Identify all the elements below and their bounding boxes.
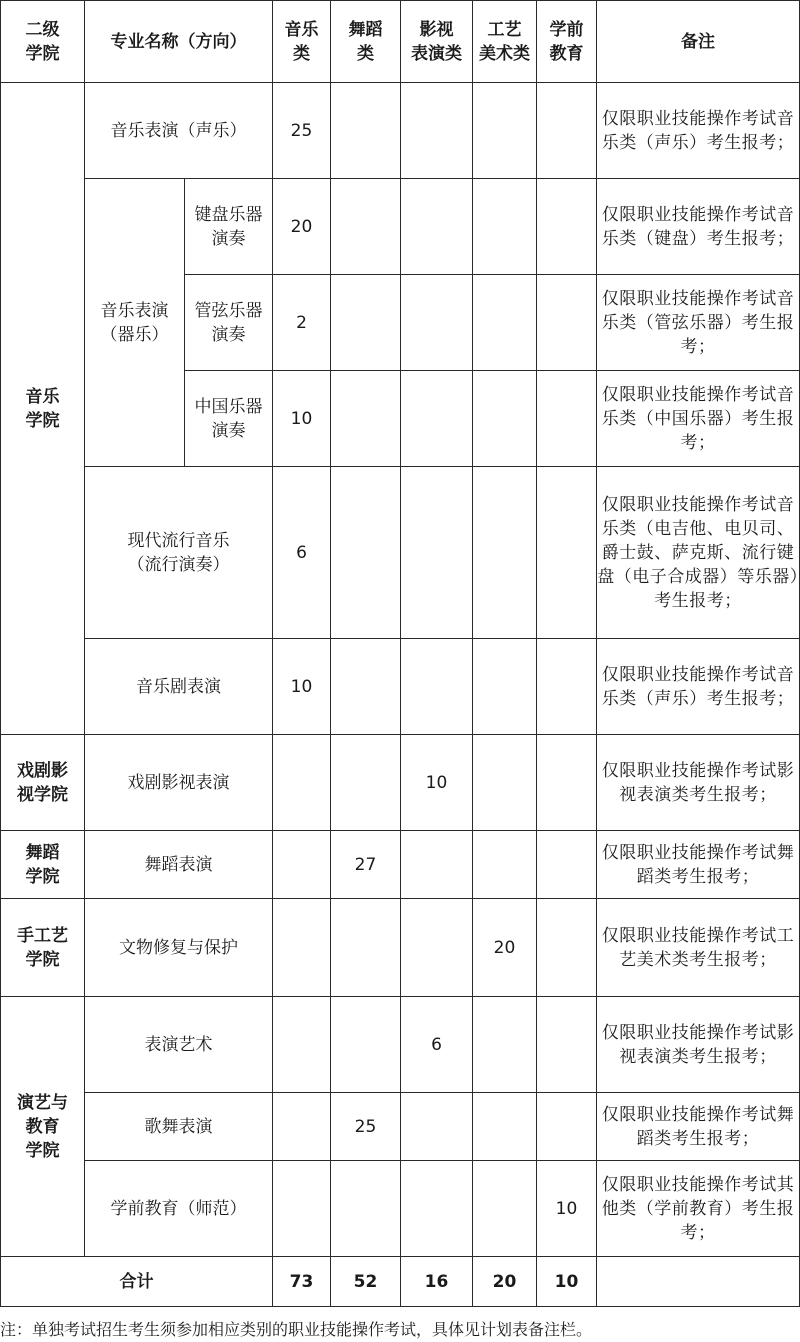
dance-count: 25 bbox=[331, 1093, 401, 1161]
major-cell: 文物修复与保护 bbox=[85, 899, 273, 997]
header-preschool: 学前 教育 bbox=[537, 1, 597, 83]
major-cell: 音乐剧表演 bbox=[85, 639, 273, 735]
remark-cell: 仅限职业技能操作考试音乐类（电吉他、电贝司、爵士鼓、萨克斯、流行键盘（电子合成器）等乐器）考生报考； bbox=[597, 467, 800, 639]
major-cell: 表演艺术 bbox=[85, 997, 273, 1093]
remark-cell: 仅限职业技能操作考试影视表演类考生报考； bbox=[597, 997, 800, 1093]
table-row bbox=[1, 735, 800, 831]
remark-cell: 仅限职业技能操作考试工艺美术类考生报考； bbox=[597, 899, 800, 997]
header-remark: 备注 bbox=[597, 1, 800, 83]
college-drama: 戏剧影 视学院 bbox=[1, 735, 85, 831]
music-count: 20 bbox=[273, 179, 331, 275]
major-cell: 现代流行音乐 （流行演奏） bbox=[85, 467, 273, 639]
total-music: 73 bbox=[273, 1257, 331, 1307]
table-row bbox=[1, 83, 800, 179]
total-film: 16 bbox=[401, 1257, 473, 1307]
major-cell: 舞蹈表演 bbox=[85, 831, 273, 899]
table-row bbox=[1, 467, 800, 639]
footnote: 注：单独考试招生考生须参加相应类别的职业技能操作考试，具体见计划表备注栏。 bbox=[0, 1320, 593, 1339]
major-group-instrumental: 音乐表演 （器乐） bbox=[85, 179, 185, 467]
header-film: 影视 表演类 bbox=[401, 1, 473, 83]
film-count: 6 bbox=[401, 997, 473, 1093]
table-row bbox=[1, 1161, 800, 1257]
table-row bbox=[1, 179, 800, 275]
music-count: 10 bbox=[273, 371, 331, 467]
college-dance: 舞蹈 学院 bbox=[1, 831, 85, 899]
header-college: 二级 学院 bbox=[1, 1, 85, 83]
major-cell: 戏剧影视表演 bbox=[85, 735, 273, 831]
remark-cell: 仅限职业技能操作考试其他类（学前教育）考生报考； bbox=[597, 1161, 800, 1257]
craft-count: 20 bbox=[473, 899, 537, 997]
remark-cell: 仅限职业技能操作考试舞蹈类考生报考； bbox=[597, 1093, 800, 1161]
total-dance: 52 bbox=[331, 1257, 401, 1307]
table-row bbox=[1, 1093, 800, 1161]
remark-cell: 仅限职业技能操作考试影视表演类考生报考； bbox=[597, 735, 800, 831]
remark-cell: 仅限职业技能操作考试音乐类（声乐）考生报考； bbox=[597, 639, 800, 735]
header-row bbox=[1, 1, 800, 83]
preschool-count: 10 bbox=[537, 1161, 597, 1257]
header-craft: 工艺 美术类 bbox=[473, 1, 537, 83]
header-music: 音乐 类 bbox=[273, 1, 331, 83]
total-craft: 20 bbox=[473, 1257, 537, 1307]
sub-major-cell: 中国乐器 演奏 bbox=[185, 371, 273, 467]
header-major: 专业名称（方向） bbox=[85, 1, 273, 83]
sub-major-cell: 键盘乐器 演奏 bbox=[185, 179, 273, 275]
college-perform: 演艺与 教育 学院 bbox=[1, 997, 85, 1257]
college-craft: 手工艺 学院 bbox=[1, 899, 85, 997]
table-row bbox=[1, 831, 800, 899]
table-row bbox=[1, 639, 800, 735]
college-music: 音乐 学院 bbox=[1, 83, 85, 735]
total-label: 合计 bbox=[1, 1257, 273, 1307]
remark-cell: 仅限职业技能操作考试舞蹈类考生报考； bbox=[597, 831, 800, 899]
music-count: 10 bbox=[273, 639, 331, 735]
music-count: 25 bbox=[273, 83, 331, 179]
remark-cell: 仅限职业技能操作考试音乐类（声乐）考生报考； bbox=[597, 83, 800, 179]
sub-major-cell: 管弦乐器 演奏 bbox=[185, 275, 273, 371]
remark-cell: 仅限职业技能操作考试音乐类（键盘）考生报考； bbox=[597, 179, 800, 275]
header-dance: 舞蹈 类 bbox=[331, 1, 401, 83]
table-row bbox=[1, 997, 800, 1093]
music-count: 6 bbox=[273, 467, 331, 639]
table-row bbox=[1, 899, 800, 997]
major-cell: 音乐表演（声乐） bbox=[85, 83, 273, 179]
music-count: 2 bbox=[273, 275, 331, 371]
total-preschool: 10 bbox=[537, 1257, 597, 1307]
remark-cell: 仅限职业技能操作考试音乐类（中国乐器）考生报考； bbox=[597, 371, 800, 467]
dance-count: 27 bbox=[331, 831, 401, 899]
remark-cell: 仅限职业技能操作考试音乐类（管弦乐器）考生报考； bbox=[597, 275, 800, 371]
total-row bbox=[1, 1257, 800, 1307]
major-cell: 学前教育（师范） bbox=[85, 1161, 273, 1257]
major-cell: 歌舞表演 bbox=[85, 1093, 273, 1161]
film-count: 10 bbox=[401, 735, 473, 831]
